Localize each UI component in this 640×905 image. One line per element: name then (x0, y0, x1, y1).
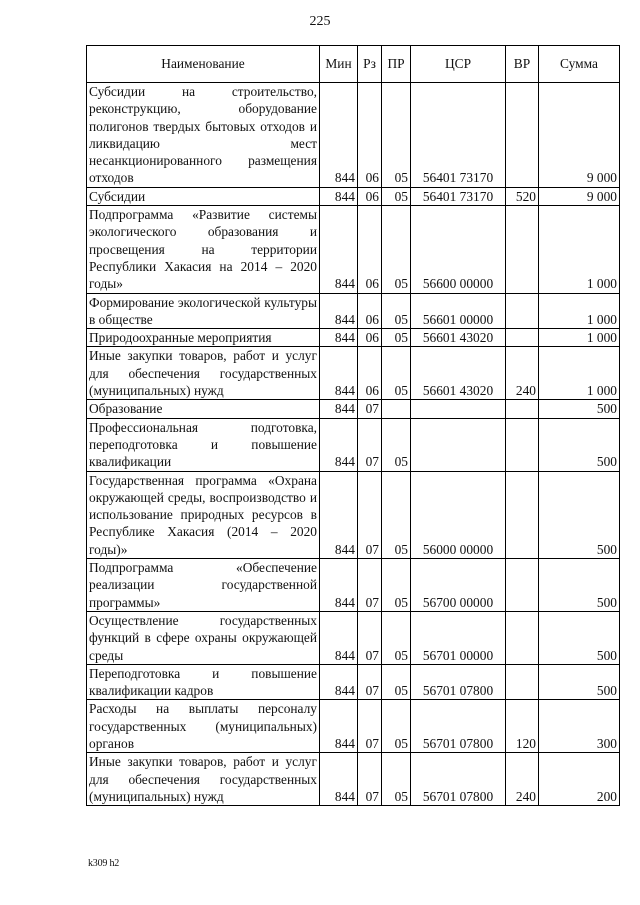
table-row (87, 559, 620, 612)
cell-name: Профессиональная подготовка, переподготовка и повышение квалификации (87, 418, 320, 471)
cell-csr: 56701 07800 (411, 700, 506, 753)
cell-rz: 06 (358, 83, 382, 188)
cell-vr: 520 (506, 187, 539, 205)
header-name: Наименование (87, 46, 320, 83)
cell-name: Подпрограмма «Развитие системы экологического образования и просвещения на территории Республики Хакасия на 2014 – 2020 годы» (87, 206, 320, 293)
cell-pr (382, 400, 411, 418)
cell-rz: 06 (358, 187, 382, 205)
cell-pr: 05 (382, 700, 411, 753)
cell-csr: 56000 00000 (411, 471, 506, 558)
cell-name: Иные закупки товаров, работ и услуг для обеспечения государственных (муниципальных) нужд (87, 347, 320, 400)
cell-csr (411, 418, 506, 471)
cell-sum: 1 000 (539, 206, 620, 293)
cell-sum: 500 (539, 471, 620, 558)
cell-rz: 07 (358, 700, 382, 753)
cell-vr: 240 (506, 347, 539, 400)
cell-rz: 07 (358, 559, 382, 612)
footer-code: k309 h2 (88, 858, 120, 869)
cell-name: Субсидии (87, 187, 320, 205)
cell-min: 844 (320, 559, 358, 612)
cell-pr: 05 (382, 611, 411, 664)
cell-rz: 06 (358, 206, 382, 293)
cell-vr (506, 293, 539, 329)
cell-sum: 500 (539, 400, 620, 418)
header-row (87, 46, 620, 83)
cell-rz: 07 (358, 418, 382, 471)
cell-rz: 07 (358, 400, 382, 418)
cell-sum: 500 (539, 664, 620, 700)
table-row (87, 206, 620, 293)
cell-pr: 05 (382, 559, 411, 612)
cell-vr (506, 83, 539, 188)
table-row (87, 664, 620, 700)
cell-vr (506, 418, 539, 471)
cell-sum: 9 000 (539, 187, 620, 205)
cell-min: 844 (320, 700, 358, 753)
cell-name: Природоохранные мероприятия (87, 329, 320, 347)
cell-name: Субсидии на строительство, реконструкцию, оборудование полигонов твердых бытовых отходов и ликвидацию мест несанкционированного размещения отходов (87, 83, 320, 188)
cell-sum: 500 (539, 418, 620, 471)
cell-csr: 56401 73170 (411, 187, 506, 205)
cell-name: Расходы на выплаты персоналу государственных (муниципальных) органов (87, 700, 320, 753)
cell-min: 844 (320, 206, 358, 293)
cell-pr: 05 (382, 206, 411, 293)
cell-min: 844 (320, 293, 358, 329)
cell-vr (506, 611, 539, 664)
cell-pr: 05 (382, 329, 411, 347)
cell-min: 844 (320, 471, 358, 558)
cell-min: 844 (320, 400, 358, 418)
cell-sum: 300 (539, 700, 620, 753)
table-row (87, 700, 620, 753)
cell-rz: 07 (358, 611, 382, 664)
cell-csr: 56701 07800 (411, 664, 506, 700)
cell-pr: 05 (382, 293, 411, 329)
cell-min: 844 (320, 611, 358, 664)
cell-min: 844 (320, 83, 358, 188)
table-row (87, 329, 620, 347)
cell-min: 844 (320, 664, 358, 700)
cell-rz: 07 (358, 664, 382, 700)
cell-pr: 05 (382, 753, 411, 806)
cell-csr: 56700 00000 (411, 559, 506, 612)
cell-sum: 1 000 (539, 347, 620, 400)
cell-vr (506, 206, 539, 293)
cell-vr (506, 329, 539, 347)
header-vr: ВР (506, 46, 539, 83)
cell-sum: 1 000 (539, 329, 620, 347)
cell-pr: 05 (382, 471, 411, 558)
cell-csr: 56601 43020 (411, 347, 506, 400)
cell-csr: 56701 00000 (411, 611, 506, 664)
cell-name: Формирование экологической культуры в обществе (87, 293, 320, 329)
cell-rz: 06 (358, 347, 382, 400)
cell-csr: 56601 43020 (411, 329, 506, 347)
cell-vr: 120 (506, 700, 539, 753)
header-pr: ПР (382, 46, 411, 83)
cell-vr (506, 471, 539, 558)
cell-sum: 200 (539, 753, 620, 806)
cell-sum: 500 (539, 559, 620, 612)
cell-min: 844 (320, 418, 358, 471)
cell-rz: 06 (358, 329, 382, 347)
cell-min: 844 (320, 753, 358, 806)
cell-vr (506, 559, 539, 612)
cell-vr (506, 664, 539, 700)
table-row (87, 83, 620, 188)
cell-min: 844 (320, 347, 358, 400)
cell-pr: 05 (382, 664, 411, 700)
cell-min: 844 (320, 187, 358, 205)
table-row (87, 418, 620, 471)
cell-min: 844 (320, 329, 358, 347)
table-row (87, 293, 620, 329)
cell-vr: 240 (506, 753, 539, 806)
table-row (87, 187, 620, 205)
header-csr: ЦСР (411, 46, 506, 83)
cell-csr: 56600 00000 (411, 206, 506, 293)
cell-csr: 56401 73170 (411, 83, 506, 188)
cell-sum: 500 (539, 611, 620, 664)
cell-csr: 56701 07800 (411, 753, 506, 806)
table-row (87, 400, 620, 418)
cell-pr: 05 (382, 347, 411, 400)
cell-sum: 1 000 (539, 293, 620, 329)
budget-table (86, 45, 620, 806)
cell-name: Переподготовка и повышение квалификации кадров (87, 664, 320, 700)
cell-name: Подпрограмма «Обеспечение реализации государственной программы» (87, 559, 320, 612)
cell-sum: 9 000 (539, 83, 620, 188)
cell-pr: 05 (382, 418, 411, 471)
header-rz: Рз (358, 46, 382, 83)
table-row (87, 471, 620, 558)
cell-vr (506, 400, 539, 418)
cell-name: Иные закупки товаров, работ и услуг для обеспечения государственных (муниципальных) нужд (87, 753, 320, 806)
cell-rz: 07 (358, 753, 382, 806)
table-row (87, 347, 620, 400)
cell-name: Образование (87, 400, 320, 418)
cell-name: Государственная программа «Охрана окружающей среды, воспроизводство и использование природных ресурсов в Республике Хакасия (2014 – 2020 годы)» (87, 471, 320, 558)
table-body (87, 83, 620, 806)
header-sum: Сумма (539, 46, 620, 83)
cell-pr: 05 (382, 187, 411, 205)
cell-csr: 56601 00000 (411, 293, 506, 329)
cell-csr (411, 400, 506, 418)
cell-pr: 05 (382, 83, 411, 188)
header-min: Мин (320, 46, 358, 83)
table-row (87, 753, 620, 806)
cell-rz: 06 (358, 293, 382, 329)
table-row (87, 611, 620, 664)
cell-name: Осуществление государственных функций в сфере охраны окружающей среды (87, 611, 320, 664)
cell-rz: 07 (358, 471, 382, 558)
page-number: 225 (309, 14, 331, 29)
